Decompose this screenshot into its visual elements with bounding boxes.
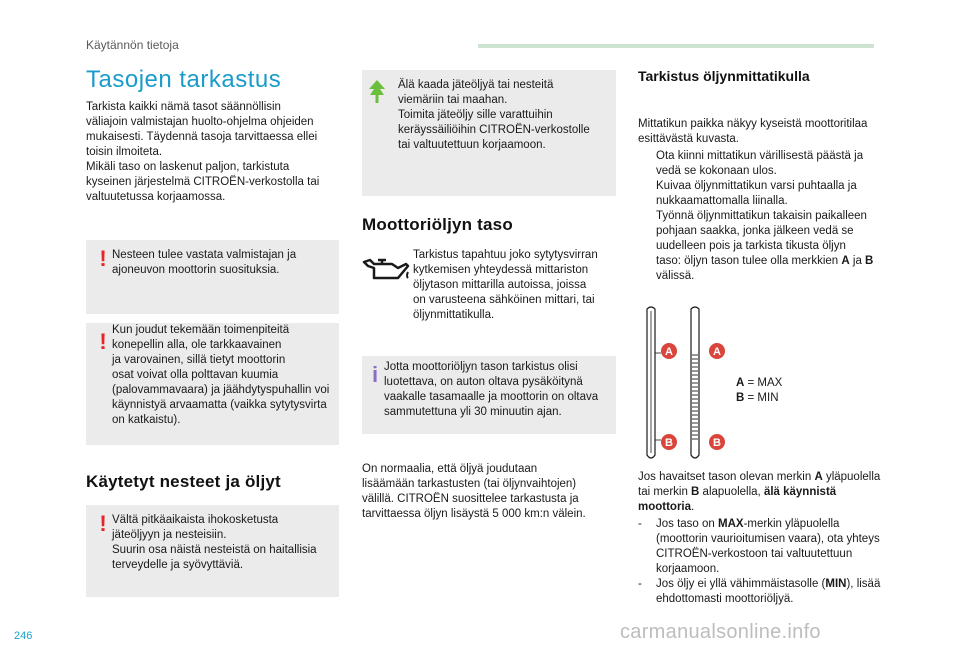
level-outside-text: Jos havaitset tason olevan merkin A yläpuolella tai merkin B alapuolella, älä käynnistä moottoria. <box>638 471 881 513</box>
info-icon: i <box>371 362 379 387</box>
warning-text: Nesteen tulee vastata valmistajan ja ajoneuvon moottorin suosituksia. <box>112 249 297 276</box>
page-number: 246 <box>14 630 33 642</box>
info-note-box <box>362 356 616 434</box>
info-note-text: Jotta moottoriöljyn tason tarkistus olisi luotettava, on auton oltava pysäköitynä vaakalle tasamaalle ja moottorin on oltava sammutettuna yli 30 minuutin ajan. <box>384 361 599 418</box>
environment-tree-icon <box>369 80 385 104</box>
dipstick-steps <box>638 149 900 284</box>
intro-paragraph: Tarkista kaikki nämä tasot säännöllisin väliajoin valmistajan huolto-ohjelma ohjeiden mukaisesti. Täydennä tasoja tarvittaessa ellei toisin ilmoiteta. Mikäli taso on laskenut paljon, tarkistuta kyseinen järjestelmä CITROËN-verkostolla tai valtuutetussa korjaamossa. <box>86 101 320 203</box>
warning-box-engine-bay <box>86 323 339 445</box>
section-heading-engine-oil: Moottoriöljyn taso <box>362 215 513 234</box>
environment-note-text: Älä kaada jäteöljyä tai nesteitä viemäriin tai maahan. Toimita jäteöljy sille varattuihin keräyssäiliöihin CITROËN-verkostolle tai valtuutettuun korjaamoon. <box>398 79 590 151</box>
dipstick-legend: A = MAX B = MIN <box>736 377 783 404</box>
oil-check-text: Tarkistus tapahtuu joko sytytysvirran kytkemisen yhteydessä mittariston öljytason mittarilla autoissa, joissa on varusteena sähköinen mittari, tai öljynmittatikulla. <box>413 249 598 321</box>
list-item: Työnnä öljynmittatikun takaisin paikalleen pohjaan saakka, jonka jälkeen vedä se uudelleen pois ja tarkista tikusta öljyn taso: öljyn tason tulee olla merkkien A ja B välissä. <box>656 210 874 282</box>
warning-text: Kun joudut tekemään toimenpiteitä konepellin alla, ole tarkkaavainen ja varovainen, sillä tietyt moottorin osat voivat olla polttavan kuumia (palovammavaara) ja jäähdytyspuhallin voi käynnistyä arvaamatta (vaikka sytytysvirta on katkaistu). <box>112 324 330 426</box>
warning-text: Vältä pitkäaikaista ihokosketusta jäteöljyyn ja nesteisiin. Suurin osa näistä nesteistä on haitallisia terveydelle ja syövyttäviä. <box>112 514 317 571</box>
list-item: - Jos öljy ei yllä vähimmäistasolle (MIN), lisää ehdottomasti moottoriöljyä. <box>638 578 881 605</box>
marker-a-right: A <box>713 346 721 358</box>
page-title: Tasojen tarkastus <box>86 66 282 93</box>
oil-topup-text: On normaalia, että öljyä joudutaan lisäämään tarkastusten (tai öljynvaihtojen) välillä. CITROËN suosittelee tarkastusta ja tarvittaessa öljyn lisäystä 5 000 km:n välein. <box>362 463 586 520</box>
warning-box-skin-contact <box>86 505 339 597</box>
environment-note-box <box>362 70 616 196</box>
section-header: Käytännön tietoja <box>86 38 179 52</box>
marker-b-left: B <box>665 437 673 449</box>
watermark: carmanualsonline.info <box>620 621 821 643</box>
warning-box-fluids <box>86 240 339 314</box>
dipstick-illustration <box>637 305 737 465</box>
list-item: - Jos taso on MAX-merkin yläpuolella (moottorin vaurioitumisen vaara), ota yhteys CITROËN-verkostoon tai valtuutettuun korjaamoon. <box>638 518 880 575</box>
oil-can-icon <box>362 254 410 286</box>
list-item: Ota kiinni mittatikun värillisestä päästä ja vedä se kokonaan ulos. <box>656 150 864 177</box>
section-heading-dipstick: Tarkistus öljynmittatikulla <box>638 68 810 84</box>
dipstick-intro: Mittatikun paikka näkyy kyseistä moottoritilaa esittävästä kuvasta. <box>638 118 868 145</box>
header-rule <box>478 44 874 48</box>
section-heading-used-fluids: Käytetyt nesteet ja öljyt <box>86 472 281 491</box>
warning-icon: ! <box>99 329 107 354</box>
list-item: Kuivaa öljynmittatikun varsi puhtaalla ja nukkaamattomalla liinalla. <box>656 180 857 207</box>
warning-icon: ! <box>99 246 107 271</box>
level-cases-list <box>638 517 900 607</box>
marker-b-right: B <box>713 437 721 449</box>
warning-icon: ! <box>99 511 107 536</box>
marker-a-left: A <box>665 346 673 358</box>
